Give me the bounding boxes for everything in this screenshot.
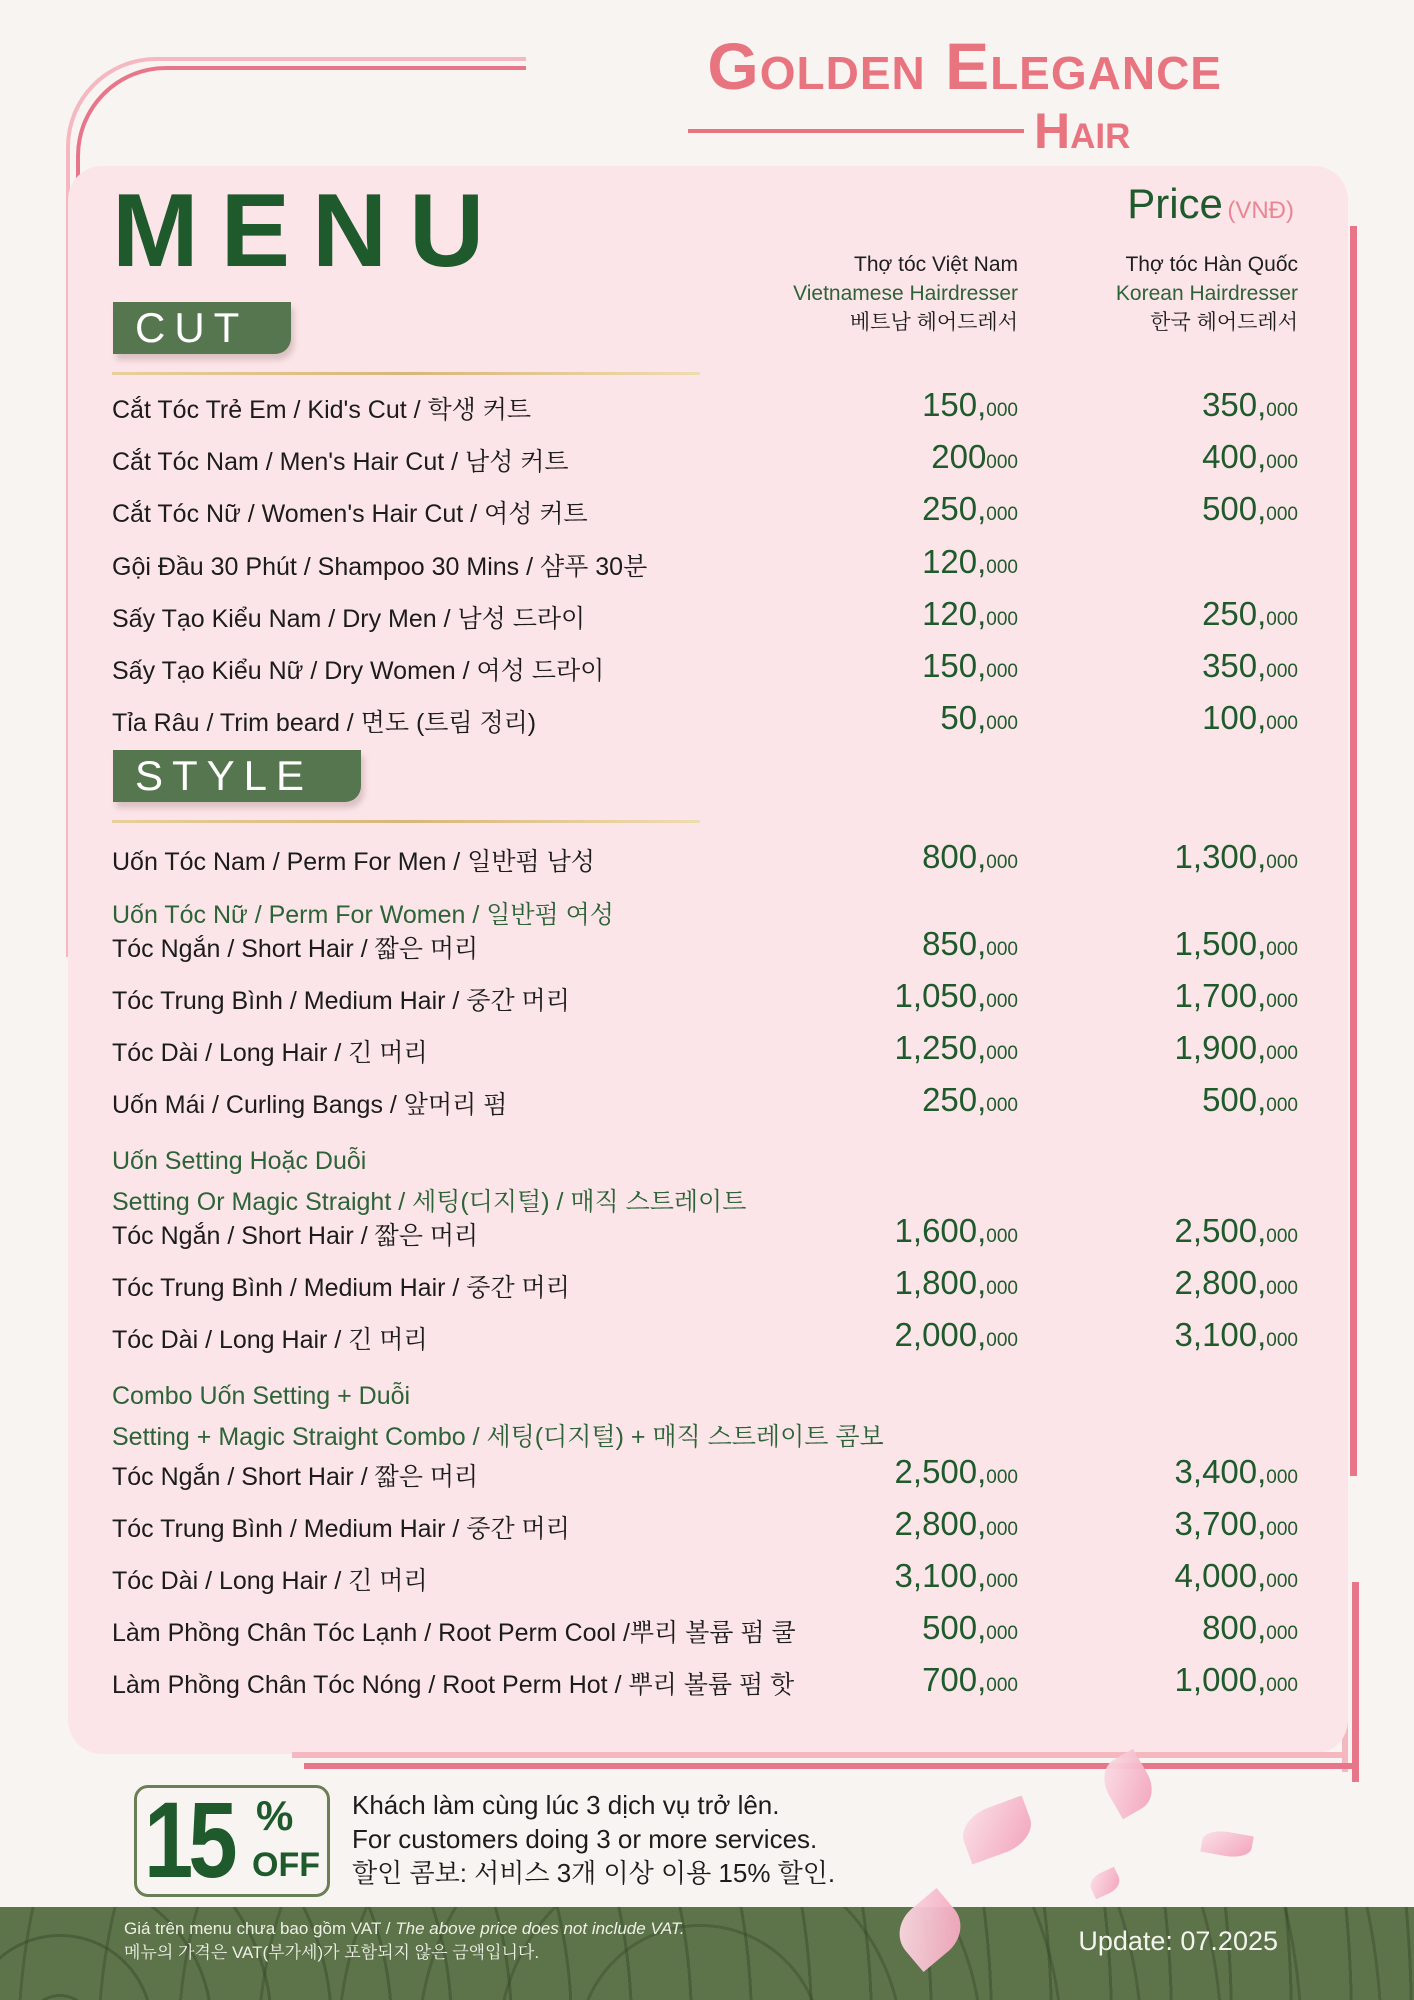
menu-item — [112, 543, 1298, 583]
menu-item — [112, 1212, 1298, 1252]
menu-item — [112, 977, 1298, 1017]
price-kr: 1,000,000 — [1174, 1661, 1298, 1698]
price-vn: 2,000,000 — [894, 1316, 1018, 1353]
column-en-label: Korean Hairdresser — [1115, 282, 1298, 305]
vat-note-en: The above price does not include VAT. — [395, 1919, 685, 1938]
column-vi-label: Thợ tóc Việt Nam — [854, 253, 1018, 276]
price-header — [1127, 180, 1294, 228]
petal-decoration — [956, 1795, 1038, 1864]
section-badge-style: STYLE — [113, 750, 361, 802]
price-vn: 120,000 — [922, 595, 1018, 632]
menu-item — [112, 1029, 1298, 1069]
divider — [112, 372, 700, 375]
menu-item — [112, 1264, 1298, 1304]
brand-underline — [688, 129, 1024, 133]
price-kr: 1,700,000 — [1174, 977, 1298, 1014]
price-vn: 500,000 — [922, 1609, 1018, 1646]
price-vn: 2,500,000 — [894, 1453, 1018, 1490]
item-name: Tỉa Râu / Trim beard / 면도 (트림 정리) — [112, 709, 537, 737]
item-name: Tóc Ngắn / Short Hair / 짧은 머리 — [112, 1222, 479, 1250]
price-vn: 700,000 — [922, 1661, 1018, 1698]
menu-item — [112, 1609, 1298, 1649]
decorative-bar — [292, 1752, 1348, 1758]
subsection-heading: Setting + Magic Straight Combo / 세팅(디지털) + 매직 스트레이트 콤보 — [112, 1423, 884, 1451]
menu-item — [112, 1453, 1298, 1493]
discount-number: 15 — [144, 1779, 233, 1900]
price-vn: 800,000 — [922, 838, 1018, 875]
discount-text-en: For customers doing 3 or more services. — [352, 1824, 818, 1854]
subsection-heading: Setting Or Magic Straight / 세팅(디지털) / 매직 스트레이트 — [112, 1188, 747, 1216]
menu-item — [112, 838, 1298, 878]
discount-percent: % — [256, 1792, 294, 1839]
subsection-heading: Uốn Setting Hoặc Duỗi — [112, 1147, 367, 1175]
column-en-label: Vietnamese Hairdresser — [793, 282, 1018, 305]
menu-item — [112, 595, 1298, 635]
menu-item — [112, 925, 1298, 965]
column-header-vietnamese — [793, 250, 1018, 337]
price-label: Price — [1127, 180, 1223, 227]
price-vn: 120,000 — [922, 543, 1018, 580]
section-badge-cut: CUT — [113, 302, 291, 354]
price-kr: 1,500,000 — [1174, 925, 1298, 962]
price-kr: 500,000 — [1202, 490, 1298, 527]
price-kr: 350,000 — [1202, 647, 1298, 684]
column-header-korean — [1116, 250, 1298, 337]
item-name: Tóc Dài / Long Hair / 긴 머리 — [112, 1039, 428, 1067]
vat-note-ko: 메뉴의 가격은 VAT(부가세)가 포함되지 않은 금액입니다. — [124, 1943, 540, 1962]
price-vn: 1,250,000 — [894, 1029, 1018, 1066]
price-kr: 1,300,000 — [1174, 838, 1298, 875]
price-kr: 3,400,000 — [1174, 1453, 1298, 1490]
item-name: Sấy Tạo Kiểu Nam / Dry Men / 남성 드라이 — [112, 605, 586, 633]
item-name: Tóc Ngắn / Short Hair / 짧은 머리 — [112, 1463, 479, 1491]
item-name: Tóc Trung Bình / Medium Hair / 중간 머리 — [112, 1274, 570, 1302]
menu-title: MENU — [112, 173, 507, 289]
item-name: Tóc Trung Bình / Medium Hair / 중간 머리 — [112, 987, 570, 1015]
price-vn: 150,000 — [922, 386, 1018, 423]
item-name: Cắt Tóc Trẻ Em / Kid's Cut / 학생 커트 — [112, 396, 532, 424]
price-kr: 500,000 — [1202, 1081, 1298, 1118]
price-vn: 3,100,000 — [894, 1557, 1018, 1594]
vat-note — [124, 1917, 684, 1965]
item-name: Sấy Tạo Kiểu Nữ / Dry Women / 여성 드라이 — [112, 657, 605, 685]
petal-decoration — [1200, 1828, 1253, 1860]
item-name: Làm Phồng Chân Tóc Nóng / Root Perm Hot / 뿌리 볼륨 펌 핫 — [112, 1671, 795, 1699]
discount-description — [352, 1788, 835, 1890]
price-vn: 250,000 — [922, 1081, 1018, 1118]
item-name: Uốn Mái / Curling Bangs / 앞머리 펌 — [112, 1091, 508, 1119]
price-vn: 50,000 — [940, 699, 1018, 736]
item-name: Uốn Tóc Nam / Perm For Men / 일반펌 남성 — [112, 848, 595, 876]
item-name: Tóc Dài / Long Hair / 긴 머리 — [112, 1567, 428, 1595]
price-vn: 1,600,000 — [894, 1212, 1018, 1249]
petal-decoration — [1095, 1749, 1161, 1819]
column-vi-label: Thợ tóc Hàn Quốc — [1125, 253, 1298, 276]
price-vn: 150,000 — [922, 647, 1018, 684]
subsection-heading: Combo Uốn Setting + Duỗi — [112, 1382, 411, 1410]
decorative-bar — [1350, 226, 1357, 1476]
vat-note-vi: Giá trên menu chưa bao gồm VAT / — [124, 1919, 396, 1938]
price-vn: 250,000 — [922, 490, 1018, 527]
menu-item — [112, 386, 1298, 426]
discount-off: OFF — [252, 1846, 320, 1884]
price-vn: 2,800,000 — [894, 1505, 1018, 1542]
item-name: Làm Phồng Chân Tóc Lạnh / Root Perm Cool /뿌리 볼륨 펌 쿨 — [112, 1619, 796, 1647]
menu-item — [112, 1081, 1298, 1121]
price-kr: 400,000 — [1202, 438, 1298, 475]
item-name: Tóc Trung Bình / Medium Hair / 중간 머리 — [112, 1515, 570, 1543]
brand-subname: Hair — [1034, 103, 1131, 159]
price-kr: 2,500,000 — [1174, 1212, 1298, 1249]
item-name: Gội Đầu 30 Phút / Shampoo 30 Mins / 샴푸 30분 — [112, 553, 648, 581]
menu-item — [112, 490, 1298, 530]
price-vn: 1,050,000 — [894, 977, 1018, 1014]
column-ko-label: 한국 헤어드레서 — [1150, 311, 1298, 334]
item-name: Tóc Ngắn / Short Hair / 짧은 머리 — [112, 935, 479, 963]
decorative-bar — [304, 1763, 1359, 1769]
price-vn: 200000 — [931, 438, 1018, 475]
item-name: Tóc Dài / Long Hair / 긴 머리 — [112, 1326, 428, 1354]
brand-name: Golden Elegance — [707, 29, 1222, 103]
menu-item — [112, 1505, 1298, 1545]
price-vn: 1,800,000 — [894, 1264, 1018, 1301]
menu-item — [112, 699, 1298, 739]
price-kr: 3,700,000 — [1174, 1505, 1298, 1542]
price-kr: 350,000 — [1202, 386, 1298, 423]
column-ko-label: 베트남 헤어드레서 — [849, 311, 1018, 334]
price-kr: 2,800,000 — [1174, 1264, 1298, 1301]
decorative-bar — [1352, 1582, 1359, 1782]
subsection-heading: Uốn Tóc Nữ / Perm For Women / 일반펌 여성 — [112, 901, 614, 929]
petal-decoration — [1087, 1867, 1123, 1900]
discount-text-vi: Khách làm cùng lúc 3 dịch vụ trở lên. — [352, 1790, 780, 1820]
price-kr: 3,100,000 — [1174, 1316, 1298, 1353]
item-name: Cắt Tóc Nam / Men's Hair Cut / 남성 커트 — [112, 448, 569, 476]
menu-item — [112, 1557, 1298, 1597]
discount-text-ko: 할인 콤보: 서비스 3개 이상 이용 15% 할인. — [352, 1858, 836, 1888]
price-kr: 4,000,000 — [1174, 1557, 1298, 1594]
price-kr: 800,000 — [1202, 1609, 1298, 1646]
menu-item — [112, 438, 1298, 478]
price-vn: 850,000 — [922, 925, 1018, 962]
price-kr: 1,900,000 — [1174, 1029, 1298, 1066]
menu-item — [112, 1661, 1298, 1701]
currency-label: (VNĐ) — [1227, 197, 1294, 224]
item-name: Cắt Tóc Nữ / Women's Hair Cut / 여성 커트 — [112, 500, 588, 528]
menu-item — [112, 647, 1298, 687]
menu-item — [112, 1316, 1298, 1356]
price-kr: 250,000 — [1202, 595, 1298, 632]
update-date: Update: 07.2025 — [1078, 1926, 1278, 1956]
divider — [112, 820, 700, 823]
price-kr: 100,000 — [1202, 699, 1298, 736]
